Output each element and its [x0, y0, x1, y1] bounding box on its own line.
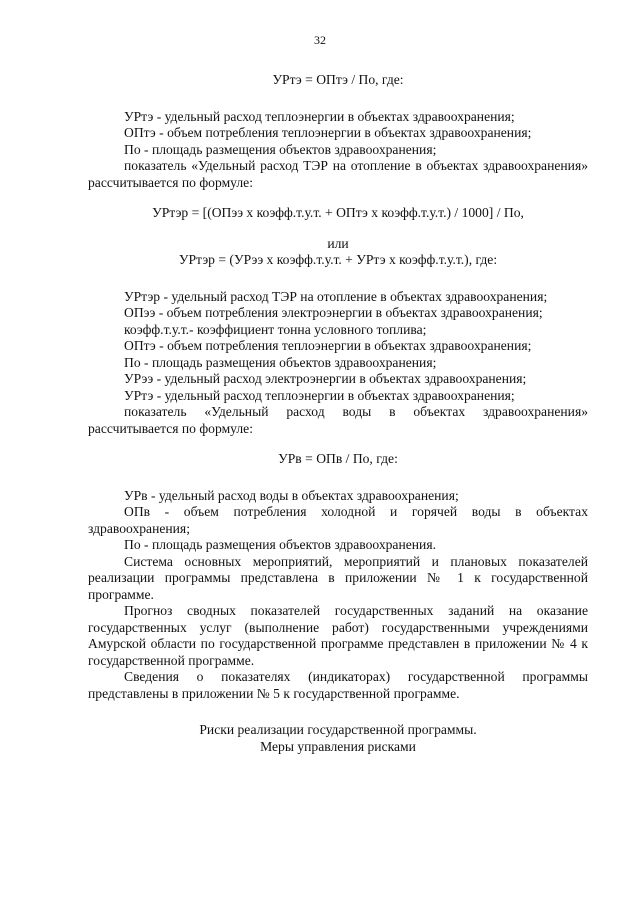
paragraph-water-indicator: показатель «Удельный расход воды в объектах здравоохранения» рассчитывается по формуле:	[88, 404, 588, 436]
definition-item: По - площадь размещения объектов здравоохранения;	[124, 354, 437, 370]
formula-ur-te: УРтэ = ОПтэ / По, где:	[272, 72, 404, 87]
document-body	[88, 72, 588, 755]
formula-ur-ter-1: УРтэр = [(ОПээ x коэфф.т.у.т. + ОПтэ x коэфф.т.у.т.) / 1000] / По,	[152, 205, 524, 220]
definition-item: УРв - удельный расход воды в объектах здравоохранения;	[124, 487, 459, 503]
paragraph-ter-indicator: показатель «Удельный расход ТЭР на отопление в объектах здравоохранения» рассчитывается по формуле:	[88, 158, 588, 190]
section-heading-line1: Риски реализации государственной программы.	[199, 722, 477, 737]
definition-item: УРээ - удельный расход электроэнергии в объектах здравоохранения;	[124, 371, 527, 386]
or-separator: или	[327, 235, 349, 251]
definition-item: коэфф.т.у.т.- коэффициент тонна условного топлива;	[124, 321, 427, 337]
definition-item: УРтэр - удельный расход ТЭР на отопление в объектах здравоохранения;	[124, 288, 548, 304]
section-heading-line2: Меры управления рисками	[260, 738, 416, 754]
definition-item: ОПтэ - объем потребления теплоэнергии в объектах здравоохранения;	[124, 338, 532, 353]
formula-ur-ter-2: УРтэр = (УРээ x коэфф.т.у.т. + УРтэ x коэфф.т.у.т.), где:	[178, 252, 498, 267]
definition-item: По - площадь размещения объектов здравоохранения.	[124, 537, 436, 552]
definition-item: ОПв - объем потребления холодной и горячей воды в объектах здравоохранения;	[88, 504, 588, 536]
formula-ur-v: УРв = ОПв / По, где:	[278, 451, 398, 466]
definition-item: ОПээ - объем потребления электроэнергии в объектах здравоохранения;	[124, 305, 543, 320]
page-number: 32	[314, 33, 326, 47]
paragraph-system: Система основных мероприятий, мероприятий и плановых показателей реализации программы представлена в приложении № 1 к государственной программе.	[88, 553, 588, 602]
definition-item: По - площадь размещения объектов здравоохранения;	[124, 141, 437, 157]
paragraph-indicators: Сведения о показателях (индикаторах) государственной программы представлены в приложении № 5 к государственной программе.	[88, 669, 588, 701]
definition-item: ОПтэ - объем потребления теплоэнергии в объектах здравоохранения;	[124, 125, 532, 140]
definition-item: УРтэ - удельный расход теплоэнергии в объектах здравоохранения;	[124, 108, 515, 124]
paragraph-forecast: Прогноз сводных показателей государственных заданий на оказание государственных услуг (выполнение работ) государственными учреждениями Амурской области по государственной программе представлен в приложении № 4 к государственной программе.	[88, 603, 588, 668]
definition-item: УРтэ - удельный расход теплоэнергии в объектах здравоохранения;	[124, 387, 515, 403]
